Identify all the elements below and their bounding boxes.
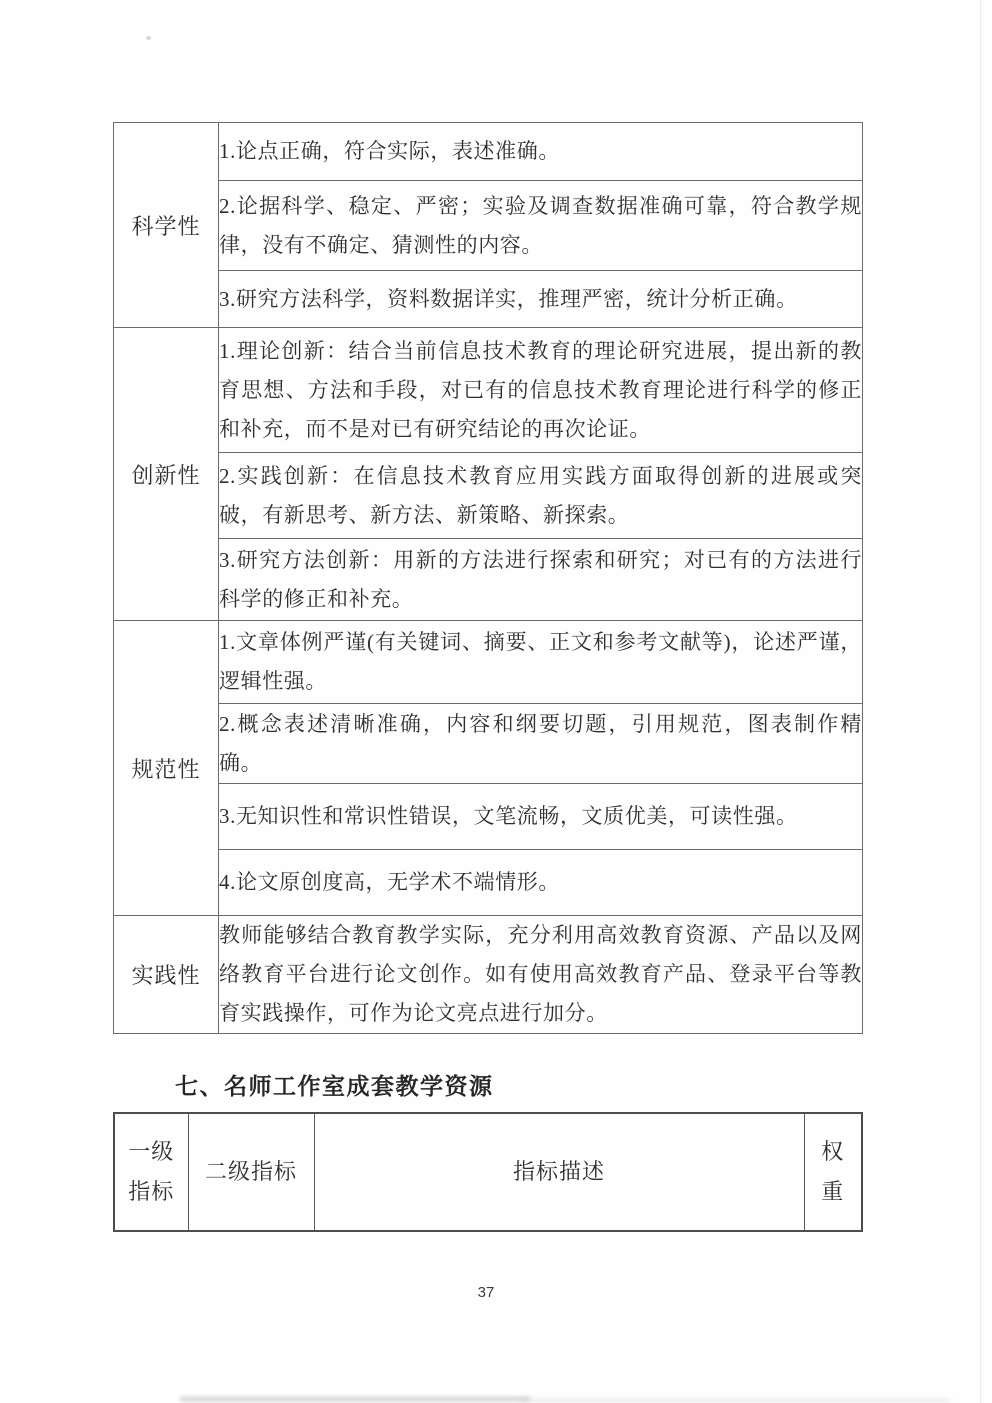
criteria-table [113, 122, 863, 1034]
criteria-item-cell: 2.实践创新：在信息技术教育应用实践方面取得创新的进展或突破，有新思考、新方法、新策略、新探索。 [219, 453, 863, 539]
criteria-item-cell: 1.文章体例严谨(有关键词、摘要、正文和参考文献等)，论述严谨，逻辑性强。 [219, 621, 863, 704]
scan-smudge [180, 1397, 530, 1401]
table-row [114, 271, 863, 328]
section-heading: 七、名师工作室成套教学资源 [175, 1073, 494, 1099]
header-cell-level2: 二级指标 [188, 1113, 314, 1231]
scan-edge-line [980, 0, 981, 1403]
table-row [114, 539, 863, 621]
criteria-item-cell: 4.论文原创度高，无学术不端情形。 [219, 850, 863, 916]
criteria-item-cell: 教师能够结合教育教学实际，充分利用高效教育资源、产品以及网络教育平台进行论文创作。如有使用高效教育产品、登录平台等教育实践操作，可作为论文亮点进行加分。 [219, 916, 863, 1034]
criteria-item-cell: 3.研究方法科学，资料数据详实，推理严密，统计分析正确。 [219, 271, 863, 328]
table-row [114, 784, 863, 850]
indicator-table [113, 1112, 863, 1232]
header-cell-description: 指标描述 [314, 1113, 804, 1231]
scan-smudge [520, 1399, 950, 1402]
scan-speck [146, 36, 151, 40]
criteria-item-cell: 2.概念表述清晰准确，内容和纲要切题，引用规范，图表制作精确。 [219, 704, 863, 784]
table-row [114, 181, 863, 271]
category-cell: 实践性 [114, 916, 219, 1034]
category-cell: 规范性 [114, 621, 219, 916]
table-row [114, 916, 863, 1034]
header-cell-level1: 一级指标 [114, 1113, 188, 1231]
criteria-item-cell: 1.论点正确，符合实际，表述准确。 [219, 123, 863, 181]
category-cell: 科学性 [114, 123, 219, 328]
table-row [114, 850, 863, 916]
criteria-item-cell: 1.理论创新：结合当前信息技术教育的理论研究进展，提出新的教育思想、方法和手段，对已有的信息技术教育理论进行科学的修正和补充，而不是对已有研究结论的再次论证。 [219, 328, 863, 453]
page-number: 37 [477, 1284, 495, 1301]
criteria-item-cell: 2.论据科学、稳定、严密；实验及调查数据准确可靠，符合教学规律，没有不确定、猜测性的内容。 [219, 181, 863, 271]
table-row [114, 704, 863, 784]
criteria-item-cell: 3.研究方法创新：用新的方法进行探索和研究；对已有的方法进行科学的修正和补充。 [219, 539, 863, 621]
table-row [114, 328, 863, 453]
table-row [114, 123, 863, 181]
category-cell: 创新性 [114, 328, 219, 621]
table-row [114, 453, 863, 539]
table-header-row [114, 1113, 862, 1231]
table-row [114, 621, 863, 704]
header-cell-weight: 权重 [804, 1113, 862, 1231]
criteria-item-cell: 3.无知识性和常识性错误，文笔流畅，文质优美，可读性强。 [219, 784, 863, 850]
